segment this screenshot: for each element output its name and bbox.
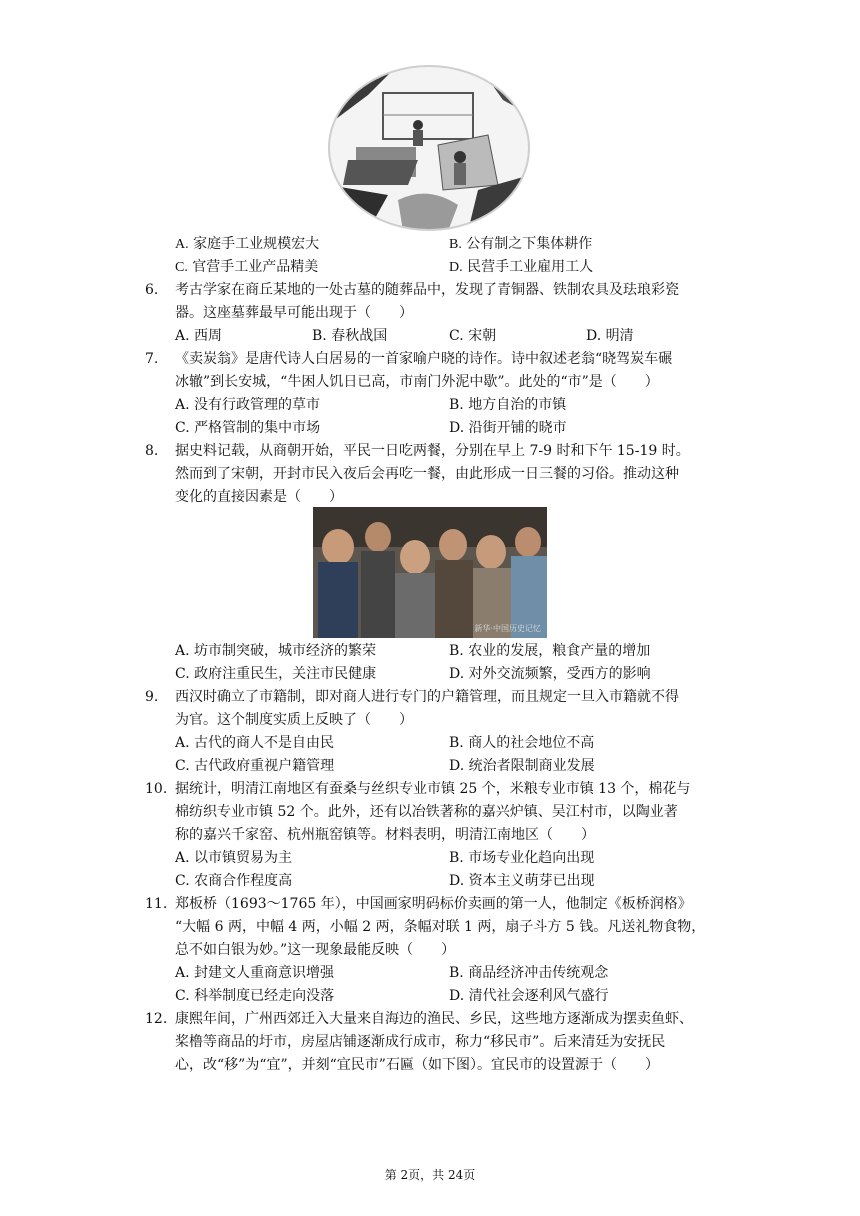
option-a: A. 西周 <box>175 328 223 344</box>
option-d: D. 沿街开铺的晓市 <box>449 420 567 436</box>
option-a: A. 坊市制突破，城市经济的繁荣 <box>175 643 377 659</box>
question-text: 为官。这个制度实质上反映了（ ） <box>175 712 413 728</box>
question-text: 冰辙”到长安城，“牛困人饥日已高，市南门外泥中歇”。此处的“市”是（ ） <box>175 374 659 390</box>
question-text: 总不如白银为妙。”这一现象最能反映（ ） <box>175 942 456 958</box>
option-b: B. 商人的社会地位不高 <box>449 735 595 751</box>
option-a: A. 古代的商人不是自由民 <box>175 735 335 751</box>
question-text: 称的嘉兴千家窑、杭州瓶窑镇等。材料表明，明清江南地区（ ） <box>175 827 595 843</box>
option-d: D. 清代社会逐利风气盛行 <box>449 988 609 1004</box>
question-text: 考古学家在商丘某地的一处古墓的随葬品中，发现了青铜器、铁制农具及珐琅彩瓷 <box>175 282 679 298</box>
question-text: “大幅 6 两，中幅 4 两，小幅 2 两，条幅对联 1 两，扇子斗方 5 钱。凡送礼物食物， <box>175 919 706 935</box>
question-text: 郑板桥（1693～1765 年），中国画家明码标价卖画的第一人，他制定《板桥润格》 <box>175 896 692 912</box>
question-text: 然而到了宋朝，开封市民入夜后会再吃一餐，由此形成一日三餐的习俗。推动这种 <box>175 466 679 482</box>
option-b: B. 商品经济冲击传统观念 <box>449 965 609 981</box>
option-b: B. 市场专业化趋向出现 <box>449 850 595 866</box>
question-text: 《卖炭翁》是唐代诗人白居易的一首家喻户晓的诗作。诗中叙述老翁“晓驾炭车碾 <box>175 351 673 367</box>
option-b: B. 农业的发展，粮食产量的增加 <box>449 643 651 659</box>
crowd-photo-drawing <box>313 507 547 638</box>
option-d: D. 对外交流频繁，受西方的影响 <box>449 666 651 682</box>
question-number: 6. <box>145 282 159 298</box>
option-d: D. 资本主义萌芽已出现 <box>449 873 595 889</box>
option-c: C. 古代政府重视户籍管理 <box>175 758 335 774</box>
question-number: 12. <box>145 1011 168 1027</box>
question-number: 10. <box>145 781 168 797</box>
question-number: 11. <box>145 896 168 912</box>
question-text: 据统计，明清江南地区有蚕桑与丝织专业市镇 25 个，米粮专业市镇 13 个，棉花与 <box>175 781 691 797</box>
option-a: A. 以市镇贸易为主 <box>175 850 293 866</box>
option-c: C. 官营手工业产品精美 <box>175 259 319 275</box>
question-text: 变化的直接因素是（ ） <box>175 489 343 505</box>
question-text: 心，改“移”为“宜”，并刻“宜民市”石匾（如下图）。宜民市的设置源于（ ） <box>175 1057 659 1073</box>
option-c: C. 宋朝 <box>449 328 497 344</box>
option-b: B. 春秋战国 <box>312 328 388 344</box>
question-number: 8. <box>145 443 159 459</box>
photo-caption: 新华·中国历史记忆 <box>474 624 541 633</box>
option-c: C. 科举制度已经走向没落 <box>175 988 335 1004</box>
question-text: 据史料记载，从商朝开始，平民一日吃两餐，分别在早上 7-9 时和下午 15-19 时。 <box>175 443 690 459</box>
option-d: D. 统治者限制商业发展 <box>449 758 595 774</box>
question-number: 7. <box>145 351 159 367</box>
option-a: A. 没有行政管理的草市 <box>175 397 321 413</box>
option-b: B. 公有制之下集体耕作 <box>449 236 593 252</box>
option-c: C. 严格管制的集中市场 <box>175 420 321 436</box>
option-c: C. 农商合作程度高 <box>175 873 293 889</box>
page-footer: 第 2页，共 24页 <box>384 1168 476 1182</box>
question-text: 器。这座墓葬最早可能出现于（ ） <box>175 305 413 321</box>
option-d: D. 民营手工业雇用工人 <box>449 259 594 275</box>
question-text: 康熙年间，广州西郊迁入大量来自海边的渔民、乡民，这些地方逐渐成为摆卖鱼虾、 <box>175 1011 693 1027</box>
question-text: 棉纺织专业市镇 52 个。此外，还有以冶铁著称的嘉兴炉镇、吴江村市，以陶业著 <box>175 804 678 820</box>
porcelain-plate-image <box>328 65 530 231</box>
option-d: D. 明清 <box>586 328 634 344</box>
question-text: 桨橹等商品的圩市，房屋店铺逐渐成行成市，称力“移民市”。后来清廷为安抚民 <box>175 1034 666 1050</box>
option-c: C. 政府注重民生，关注市民健康 <box>175 666 377 682</box>
option-b: B. 地方自治的市镇 <box>449 397 567 413</box>
porcelain-plate-drawing <box>328 65 530 231</box>
song-dynasty-crowd-image <box>313 507 547 638</box>
option-a: A. 家庭手工业规模宏大 <box>175 236 320 252</box>
question-number: 9. <box>145 689 159 705</box>
option-a: A. 封建文人重商意识增强 <box>175 965 335 981</box>
question-text: 西汉时确立了市籍制，即对商人进行专门的户籍管理，而且规定一旦入市籍就不得 <box>175 689 679 705</box>
